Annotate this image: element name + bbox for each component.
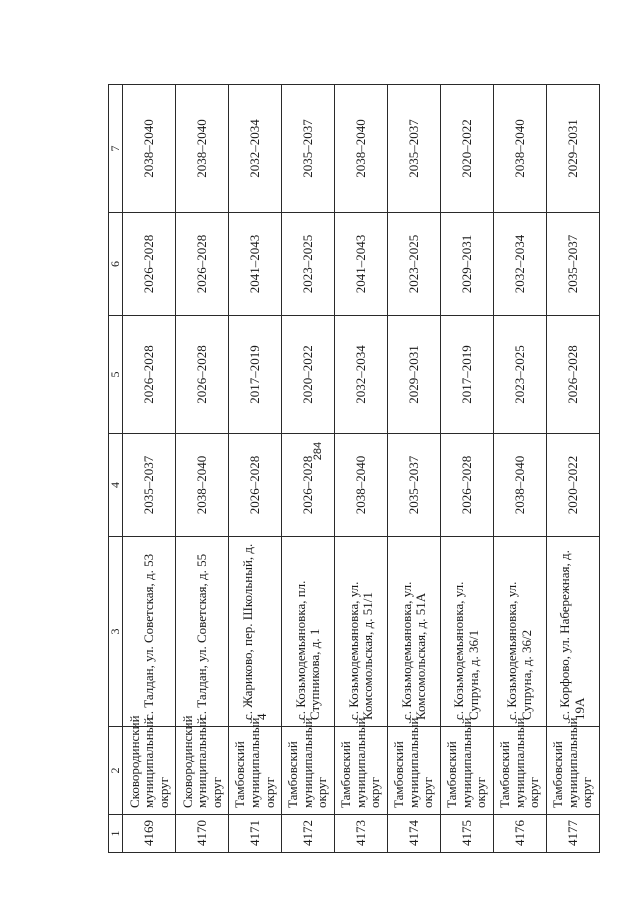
period-cell: 2038–2040 [335,434,388,537]
column-header: 5 [109,316,123,434]
column-header: 2 [109,727,123,815]
period-cell: 2035–2037 [282,85,335,213]
period-cell: 2032–2034 [229,85,282,213]
district-cell: Тамбовский муниципальный округ [388,727,441,815]
period-cell: 2017–2019 [441,316,494,434]
period-cell: 2032–2034 [494,213,547,316]
column-header: 1 [109,815,123,853]
table-row [229,85,282,853]
table-container [108,85,600,853]
row-number-cell: 4177 [546,815,599,853]
table-row [546,85,599,853]
address-cell: с. Жариково, пер. Школьный, д. 4 [229,537,282,727]
period-cell: 2026–2028 [176,316,229,434]
period-cell: 2020–2022 [282,316,335,434]
period-cell: 2038–2040 [335,85,388,213]
row-number-cell: 4174 [388,815,441,853]
table-body [123,85,600,853]
period-cell: 2038–2040 [123,85,176,213]
column-header: 7 [109,85,123,213]
row-number-cell: 4171 [229,815,282,853]
address-cell: с. Козьмодемьяновка, ул. Комсомольская, д. 51/1 [335,537,388,727]
column-header: 3 [109,537,123,727]
period-cell: 2041–2043 [335,213,388,316]
district-cell: Тамбовский муниципальный округ [494,727,547,815]
address-cell: с. Козьмодемьяновка, ул. Супруна, д. 36/1 [441,537,494,727]
table-row [335,85,388,853]
period-cell: 2023–2025 [388,213,441,316]
period-cell: 2026–2028 [282,434,335,537]
table-row [176,85,229,853]
address-cell: с. Талдан, ул. Советская, д. 53 [123,537,176,727]
district-cell: Тамбовский муниципальный округ [441,727,494,815]
district-cell: Тамбовский муниципальный округ [335,727,388,815]
period-cell: 2041–2043 [229,213,282,316]
table-header [109,85,123,853]
column-header: 4 [109,434,123,537]
period-cell: 2026–2028 [546,316,599,434]
period-cell: 2029–2031 [441,213,494,316]
period-cell: 2029–2031 [546,85,599,213]
period-cell: 2038–2040 [176,85,229,213]
row-number-cell: 4169 [123,815,176,853]
period-cell: 2035–2037 [388,434,441,537]
period-cell: 2029–2031 [388,316,441,434]
period-cell: 2020–2022 [441,85,494,213]
period-cell: 2032–2034 [335,316,388,434]
table-row [123,85,176,853]
district-cell: Сковородинский муниципальный округ [123,727,176,815]
row-number-cell: 4175 [441,815,494,853]
period-cell: 2038–2040 [494,434,547,537]
period-cell: 2026–2028 [123,213,176,316]
district-cell: Тамбовский муниципальный округ [546,727,599,815]
district-cell: Сковородинский муниципальный округ [176,727,229,815]
address-cell: с. Козьмодемьяновка, пл. Ступникова, д. 1 [282,537,335,727]
header-row [109,85,123,853]
address-cell: с. Корфово, ул. Набережная, д. 19А [546,537,599,727]
register-table [108,84,600,853]
period-cell: 2026–2028 [441,434,494,537]
page-number: 284 [312,441,324,461]
address-cell: с. Козьмодемьяновка, ул. Комсомольская, д. 51А [388,537,441,727]
period-cell: 2026–2028 [123,316,176,434]
district-cell: Тамбовский муниципальный округ [229,727,282,815]
table-row [282,85,335,853]
row-number-cell: 4172 [282,815,335,853]
table-row [388,85,441,853]
period-cell: 2035–2037 [546,213,599,316]
period-cell: 2020–2022 [546,434,599,537]
address-cell: с. Талдан, ул. Советская, д. 55 [176,537,229,727]
row-number-cell: 4176 [494,815,547,853]
period-cell: 2023–2025 [282,213,335,316]
period-cell: 2035–2037 [123,434,176,537]
row-number-cell: 4170 [176,815,229,853]
period-cell: 2023–2025 [494,316,547,434]
period-cell: 2038–2040 [494,85,547,213]
column-header: 6 [109,213,123,316]
period-cell: 2038–2040 [176,434,229,537]
table-row [494,85,547,853]
table-row [441,85,494,853]
period-cell: 2026–2028 [229,434,282,537]
period-cell: 2017–2019 [229,316,282,434]
district-cell: Тамбовский муниципальный округ [282,727,335,815]
period-cell: 2026–2028 [176,213,229,316]
address-cell: с. Козьмодемьяновка, ул. Супруна, д. 36/2 [494,537,547,727]
period-cell: 2035–2037 [388,85,441,213]
row-number-cell: 4173 [335,815,388,853]
